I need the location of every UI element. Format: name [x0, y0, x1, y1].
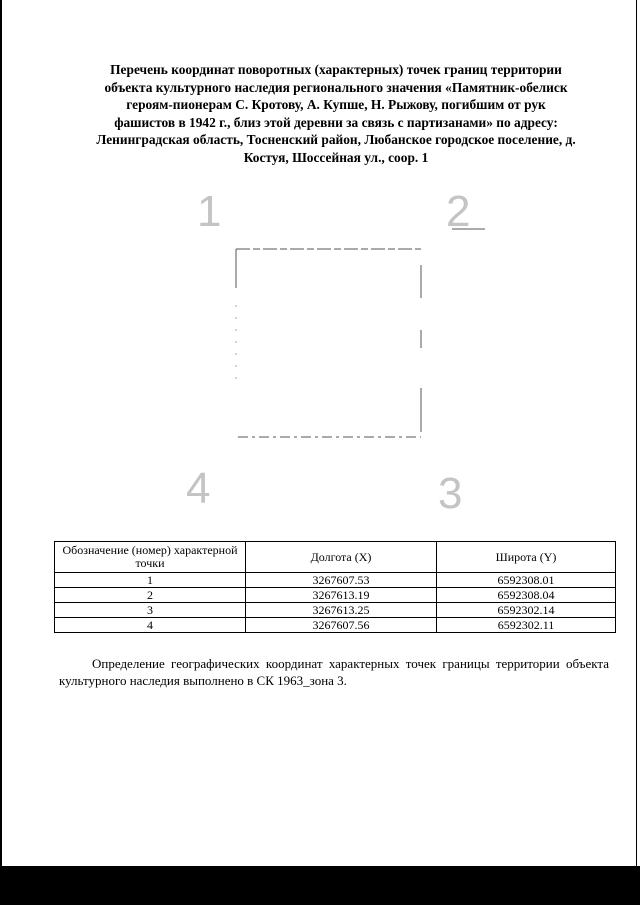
table-row: [55, 588, 616, 603]
cell-x: 3267613.25: [246, 603, 437, 618]
boundary-outline: [236, 249, 421, 437]
cell-y: 6592308.04: [437, 588, 616, 603]
table-header-row: [55, 542, 616, 573]
title-line: фашистов в 1942 г., близ этой деревни за связь с партизанами» по адресу:: [114, 114, 558, 130]
coordinates-table: [54, 541, 616, 633]
page-bottom-band: [0, 866, 640, 905]
title-line: объекта культурного наследия регионального значения «Памятник-обелиск: [104, 79, 568, 95]
cell-x: 3267607.56: [246, 618, 437, 633]
point-label-1: 1: [197, 187, 222, 236]
title-line: Перечень координат поворотных (характерных) точек границ территории: [110, 62, 562, 77]
cell-point: 3: [55, 603, 246, 618]
cell-x: 3267607.53: [246, 573, 437, 588]
header-longitude: Долгота (X): [246, 542, 437, 573]
title-line: героям-пионерам С. Кротову, А. Купше, Н. Рыжову, погибшим от рук: [126, 97, 546, 113]
cell-point: 4: [55, 618, 246, 633]
point-label-2: 2: [446, 187, 471, 236]
point-label-3: 3: [438, 469, 463, 518]
header-latitude: Широта (Y): [437, 542, 616, 573]
coordinate-system-note: Определение географических координат характерных точек границы территории объекта культурного наследия выполнено в СК 1963_зона 3.: [59, 656, 609, 688]
cell-point: 2: [55, 588, 246, 603]
title-line: Костуя, Шоссейная ул., соор. 1: [243, 149, 429, 165]
point-label-4: 4: [186, 464, 211, 513]
table-row: [55, 573, 616, 588]
cell-x: 3267613.19: [246, 588, 437, 603]
cell-y: 6592308.01: [437, 573, 616, 588]
title-line: Ленинградская область, Тосненский район, Любанское городское поселение, д.: [96, 132, 576, 148]
cell-y: 6592302.11: [437, 618, 616, 633]
table-row: [55, 618, 616, 633]
cell-y: 6592302.14: [437, 603, 616, 618]
header-point-number: Обозначение (номер) характерной точки: [55, 542, 246, 573]
cell-point: 1: [55, 573, 246, 588]
table-row: [55, 603, 616, 618]
